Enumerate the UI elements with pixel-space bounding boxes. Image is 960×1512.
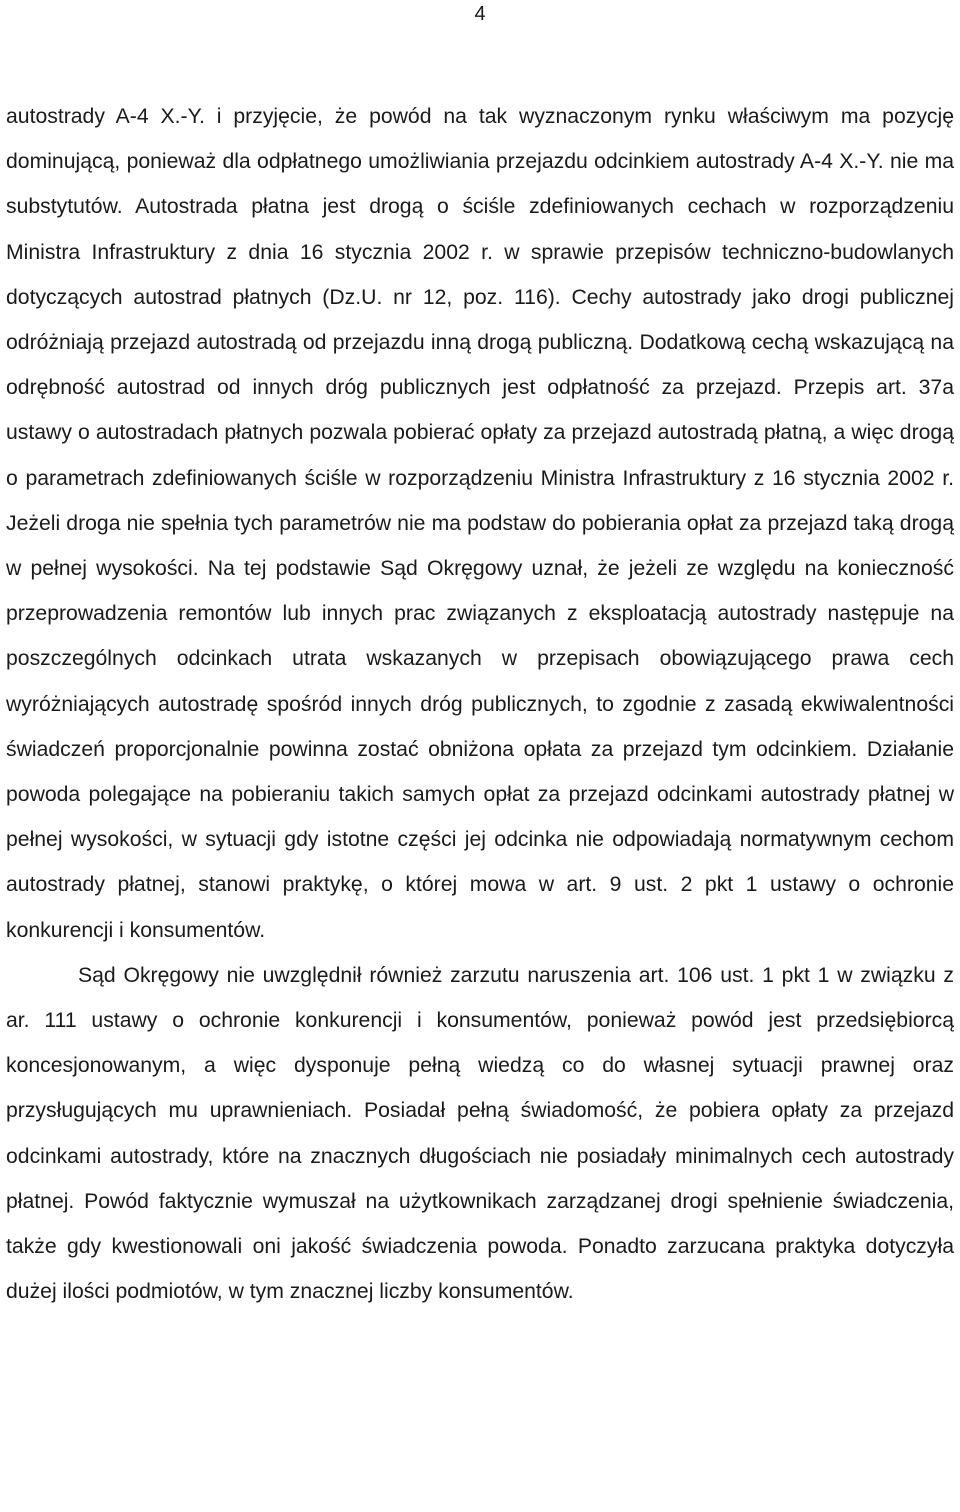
paragraph-continuation: autostrady A-4 X.-Y. i przyjęcie, że powód na tak wyznaczonym rynku właściwym ma pozycję dominującą, ponieważ dla odpłatnego umożliwiania przejazdu odcinkiem autostrady A-4 X.-Y. nie ma substytutów. Autostrada płatna jest drogą o ściśle zdefiniowanych cechach w rozporządzeniu Ministra Infrastruktury z dnia 16 stycznia 2002 r. w sprawie przepisów techniczno-budowlanych dotyczących autostrad płatnych (Dz.U. nr 12, poz. 116). Cechy autostrady jako drogi publicznej odróżniają przejazd autostradą od przejazdu inną drogą publiczną. Dodatkową cechą wskazującą na odrębność autostrad od innych dróg publicznych jest odpłatność za przejazd. Przepis art. 37a ustawy o autostradach płatnych pozwala pobierać opłaty za przejazd autostradą płatną, a więc drogą o parametrach zdefiniowanych ściśle w rozporządzeniu Ministra Infrastruktury z 16 stycznia 2002 r. Jeżeli droga nie spełnia tych parametrów nie ma podstaw do pobierania opłat za przejazd taką drogą w pełnej wysokości. Na tej podstawie Sąd Okręgowy uznał, że jeżeli ze względu na konieczność przeprowadzenia remontów lub innych prac związanych z eksploatacją autostrady następuje na poszczególnych odcinkach utrata wskazanych w przepisach obowiązującego prawa cech wyróżniających autostradę spośród innych dróg publicznych, to zgodnie z zasadą ekwiwalentności świadczeń proporcjonalnie powinna zostać obniżona opłata za przejazd tym odcinkiem. Działanie powoda polegające na pobieraniu takich samych opłat za przejazd odcinkami autostrady płatnej w pełnej wysokości, w sytuacji gdy istotne części jej odcinka nie odpowiadają normatywnym cechom autostrady płatnej, stanowi praktykę, o której mowa w art. 9 ust. 2 pkt 1 ustawy o ochronie konkurencji i konsumentów. — [6, 105, 954, 942]
paragraph-court-ruling: Sąd Okręgowy nie uwzględnił również zarzutu naruszenia art. 106 ust. 1 pkt 1 w związku z ar. 111 ustawy o ochronie konkurencji i konsumentów, ponieważ powód jest przedsiębiorcą koncesjonowanym, a więc dysponuje pełną wiedzą co do własnej sytuacji prawnej oraz przysługujących mu uprawnieniach. Posiadał pełną świadomość, że pobiera opłaty za przejazd odcinkami autostrady, które na znacznych długościach nie posiadały minimalnych cech autostrady płatnej. Powód faktycznie wymuszał na użytkownikach zarządzanej drogi spełnienie świadczenia, także gdy kwestionowali oni jakość świadczenia powoda. Ponadto zarzucana praktyka dotyczyła dużej ilości podmiotów, w tym znacznej liczby konsumentów. — [6, 963, 954, 1304]
document-body — [6, 94, 954, 1314]
page-number: 4 — [474, 3, 486, 25]
